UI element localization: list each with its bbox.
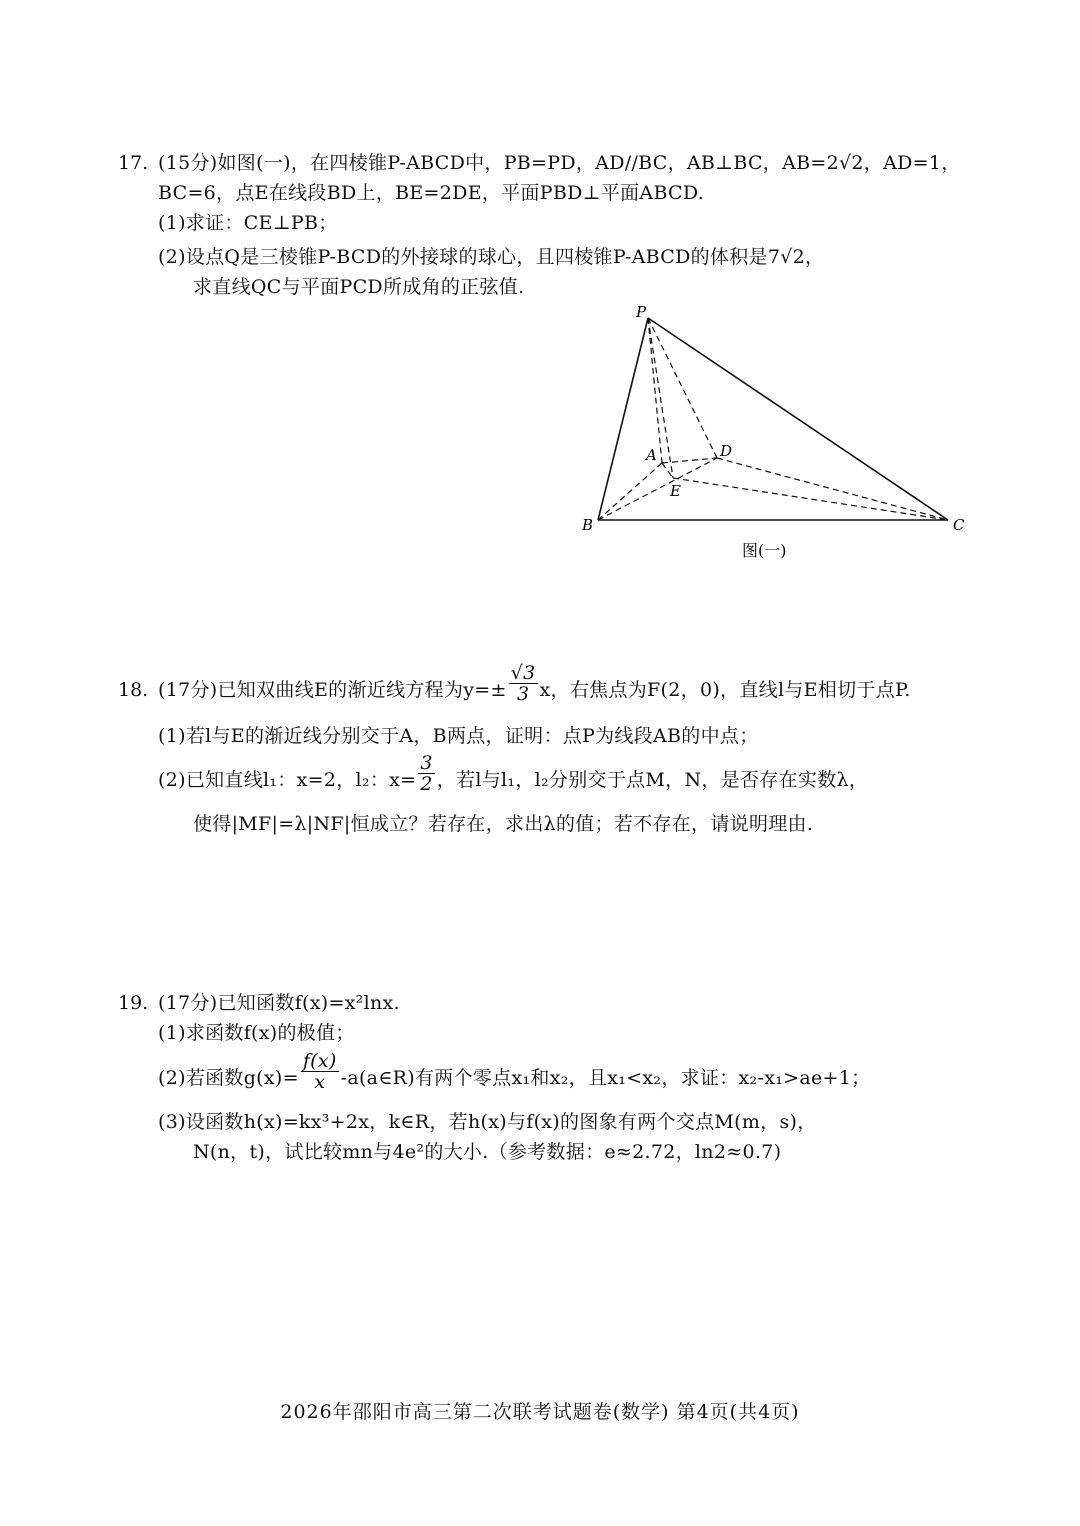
asymptote-fraction xyxy=(509,663,538,704)
sub-question-2 xyxy=(158,751,869,795)
sub-question-3-cont: N(n，t)，试比较mn与4e²的大小.（参考数据：e≈2.72，ln2≈0.7) xyxy=(193,1141,782,1163)
question-number: 18. xyxy=(118,679,149,701)
fraction-denominator: 2 xyxy=(420,772,433,795)
vertex-label-A: A xyxy=(646,446,657,464)
edge-EC xyxy=(673,478,948,520)
edge-DC xyxy=(717,458,948,520)
stem-text: (2)若函数g(x)= xyxy=(158,1067,299,1089)
question-stem-line: BC=6，点E在线段BD上，BE=2DE，平面PBD⊥平面ABCD. xyxy=(158,182,705,204)
question-stem-line xyxy=(158,661,911,705)
function-fraction xyxy=(301,1051,339,1092)
fraction-numerator: √3 xyxy=(510,661,536,684)
sub-question-1: (1)求函数f(x)的极值； xyxy=(158,1022,355,1044)
fraction-denominator: x xyxy=(314,1070,326,1093)
vertex-label-P: P xyxy=(636,303,647,321)
stem-text: -a(a∈R)有两个零点x₁和x₂，且x₁<x₂，求证：x₂-x₁>ae+1； xyxy=(340,1067,871,1089)
stem-text: ，若l与l₁，l₂分别交于点M，N，是否存在实数λ， xyxy=(436,769,869,791)
fraction-denominator: 3 xyxy=(516,682,530,705)
vertex-label-D: D xyxy=(720,442,733,460)
sub-question-2 xyxy=(158,1049,871,1093)
stem-text: (2)已知直线l₁：x=2，l₂：x= xyxy=(158,769,417,791)
edge-PB xyxy=(598,318,648,520)
vertex-label-B: B xyxy=(582,516,594,534)
fraction-numerator: 3 xyxy=(420,751,433,774)
sub-question-1: (1)若l与E的渐近线分别交于A，B两点，证明：点P为线段AB的中点； xyxy=(158,725,759,747)
question-number: 19. xyxy=(118,992,149,1014)
fraction-numerator: f(x) xyxy=(302,1049,337,1072)
vertex-label-C: C xyxy=(953,516,965,534)
sub-question-2-cont: 求直线QC与平面PCD所成角的正弦值. xyxy=(193,276,525,298)
question-stem-line: (17分)已知函数f(x)=x²lnx. xyxy=(158,992,400,1014)
vertex-label-E: E xyxy=(670,482,681,500)
sub-question-2: (2)设点Q是三棱锥P-BCD的外接球的球心，且四棱锥P-ABCD的体积是7√2， xyxy=(158,246,825,268)
sub-question-3: (3)设函数h(x)=kx³+2x，k∈R，若h(x)与f(x)的图象有两个交点M(m，s)， xyxy=(158,1111,817,1133)
sub-question-1: (1)求证：CE⊥PB； xyxy=(158,212,338,234)
sub-question-2-cont: 使得|MF|=λ|NF|恒成立？若存在，求出λ的值；若不存在，请说明理由. xyxy=(193,813,814,835)
question-stem-line: (15分)如图(一)，在四棱锥P-ABCD中，PB=PD，AD//BC，AB⊥BC，AB=2√2，AD=1， xyxy=(158,152,961,174)
question-number: 17. xyxy=(118,152,149,174)
pyramid-figure xyxy=(570,298,980,568)
stem-text: (17分)已知双曲线E的渐近线方程为y=± xyxy=(158,679,507,701)
edge-PC xyxy=(648,318,948,520)
stem-text: x，右焦点为F(2，0)，直线l与E相切于点P. xyxy=(539,679,911,701)
line-fraction xyxy=(418,753,434,794)
figure-caption: 图(一) xyxy=(742,541,787,560)
edge-BD xyxy=(598,458,717,520)
page-footer: 2026年邵阳市高三第二次联考试题卷(数学) 第4页(共4页) xyxy=(280,1401,800,1423)
